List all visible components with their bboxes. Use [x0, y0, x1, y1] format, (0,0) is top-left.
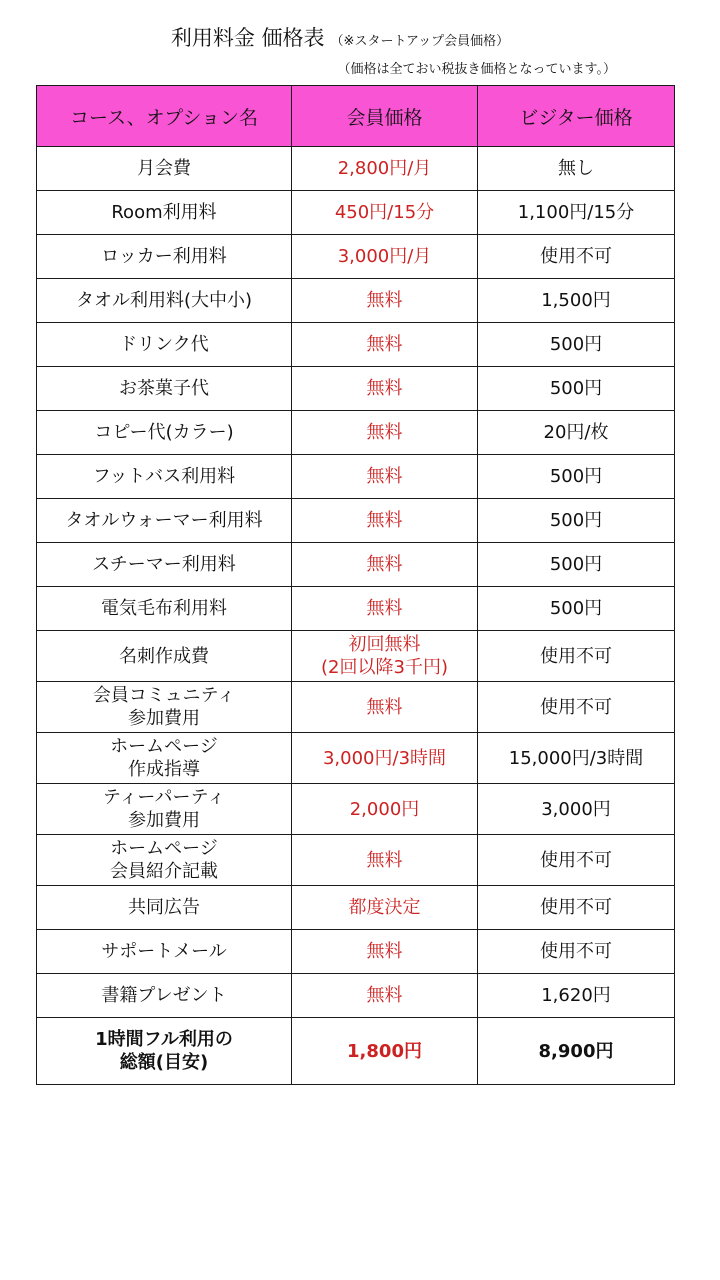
table-row [37, 733, 675, 784]
title-subtitle: （※スタートアップ会員価格） [330, 34, 510, 49]
table-row [37, 367, 675, 411]
item-name-cell: Room利用料 [37, 191, 292, 235]
visitor-price-cell: 使用不可 [478, 835, 675, 886]
header-course: コース、オプション名 [37, 86, 292, 147]
table-row [37, 974, 675, 1018]
member-price-cell: 無料 [292, 279, 478, 323]
cell-line: 会員紹介記載 [110, 861, 218, 882]
item-name-cell: コピー代(カラー) [37, 411, 292, 455]
cell-line: (2回以降3千円) [321, 657, 448, 678]
page-title [0, 24, 680, 56]
visitor-price-cell: 8,900円 [478, 1018, 675, 1085]
visitor-price-cell: 500円 [478, 455, 675, 499]
item-name-cell: ドリンク代 [37, 323, 292, 367]
table-row [37, 784, 675, 835]
item-name-cell: サポートメール [37, 930, 292, 974]
item-name-cell: お茶菓子代 [37, 367, 292, 411]
visitor-price-cell: 使用不可 [478, 930, 675, 974]
item-name-cell: フットバス利用料 [37, 455, 292, 499]
item-name-cell: 月会費 [37, 147, 292, 191]
member-price-cell: 都度決定 [292, 886, 478, 930]
item-name-cell: 電気毛布利用料 [37, 587, 292, 631]
cell-line: 会員コミュニティ [92, 685, 236, 706]
table-row [37, 886, 675, 930]
item-name-cell: 共同広告 [37, 886, 292, 930]
item-name-cell [37, 1018, 292, 1085]
cell-line: 初回無料 [348, 634, 421, 655]
visitor-price-cell: 500円 [478, 323, 675, 367]
cell-line: ティーパーティ [102, 787, 226, 808]
table-row [37, 835, 675, 886]
member-price-cell: 無料 [292, 974, 478, 1018]
member-price-cell: 3,000円/月 [292, 235, 478, 279]
visitor-price-cell: 500円 [478, 499, 675, 543]
total-row [37, 1018, 675, 1085]
visitor-price-cell: 使用不可 [478, 235, 675, 279]
member-price-cell: 2,000円 [292, 784, 478, 835]
visitor-price-cell: 20円/枚 [478, 411, 675, 455]
member-price-cell: 450円/15分 [292, 191, 478, 235]
member-price-cell: 無料 [292, 499, 478, 543]
cell-line: ホームページ [110, 736, 218, 757]
title-main: 利用料金 価格表 [170, 26, 325, 50]
member-price-cell: 無料 [292, 323, 478, 367]
table-row [37, 279, 675, 323]
table-row [37, 235, 675, 279]
table-row [37, 499, 675, 543]
visitor-price-cell: 500円 [478, 367, 675, 411]
visitor-price-cell: 1,620円 [478, 974, 675, 1018]
item-name-cell: ロッカー利用料 [37, 235, 292, 279]
visitor-price-cell: 使用不可 [478, 682, 675, 733]
table-row [37, 147, 675, 191]
table-row [37, 682, 675, 733]
visitor-price-cell: 1,500円 [478, 279, 675, 323]
table-row [37, 411, 675, 455]
visitor-price-cell: 500円 [478, 587, 675, 631]
table-row [37, 455, 675, 499]
member-price-cell: 無料 [292, 367, 478, 411]
member-price-cell: 無料 [292, 455, 478, 499]
visitor-price-cell: 使用不可 [478, 886, 675, 930]
visitor-price-cell: 1,100円/15分 [478, 191, 675, 235]
table-row [37, 587, 675, 631]
member-price-cell [292, 631, 478, 682]
header-row [37, 86, 675, 147]
price-table [36, 85, 675, 1085]
tax-note: （価格は全ておい税抜き価格となっています。） [337, 62, 616, 77]
item-name-cell [37, 784, 292, 835]
cell-line: ホームページ [110, 838, 218, 859]
header-visitor: ビジター価格 [478, 86, 675, 147]
table-row [37, 930, 675, 974]
cell-line: 1時間フル利用の [95, 1029, 233, 1050]
table-row [37, 631, 675, 682]
cell-line: 作成指導 [128, 759, 200, 780]
table-row [37, 543, 675, 587]
member-price-cell: 無料 [292, 835, 478, 886]
header-member: 会員価格 [292, 86, 478, 147]
visitor-price-cell: 500円 [478, 543, 675, 587]
visitor-price-cell: 無し [478, 147, 675, 191]
item-name-cell [37, 733, 292, 784]
cell-line: 参加費用 [128, 708, 200, 729]
member-price-cell: 無料 [292, 411, 478, 455]
item-name-cell: 書籍プレゼント [37, 974, 292, 1018]
member-price-cell: 無料 [292, 543, 478, 587]
item-name-cell: スチーマー利用料 [37, 543, 292, 587]
visitor-price-cell: 15,000円/3時間 [478, 733, 675, 784]
visitor-price-cell: 使用不可 [478, 631, 675, 682]
cell-line: 参加費用 [128, 810, 200, 831]
table-row [37, 323, 675, 367]
member-price-cell: 無料 [292, 587, 478, 631]
item-name-cell: タオル利用料(大中小) [37, 279, 292, 323]
item-name-cell: タオルウォーマー利用料 [37, 499, 292, 543]
member-price-cell: 2,800円/月 [292, 147, 478, 191]
member-price-cell: 無料 [292, 930, 478, 974]
member-price-cell: 無料 [292, 682, 478, 733]
table-row [37, 191, 675, 235]
member-price-cell: 1,800円 [292, 1018, 478, 1085]
item-name-cell: 名刺作成費 [37, 631, 292, 682]
item-name-cell [37, 835, 292, 886]
item-name-cell [37, 682, 292, 733]
member-price-cell: 3,000円/3時間 [292, 733, 478, 784]
cell-line: 総額(目安) [119, 1052, 209, 1073]
visitor-price-cell: 3,000円 [478, 784, 675, 835]
